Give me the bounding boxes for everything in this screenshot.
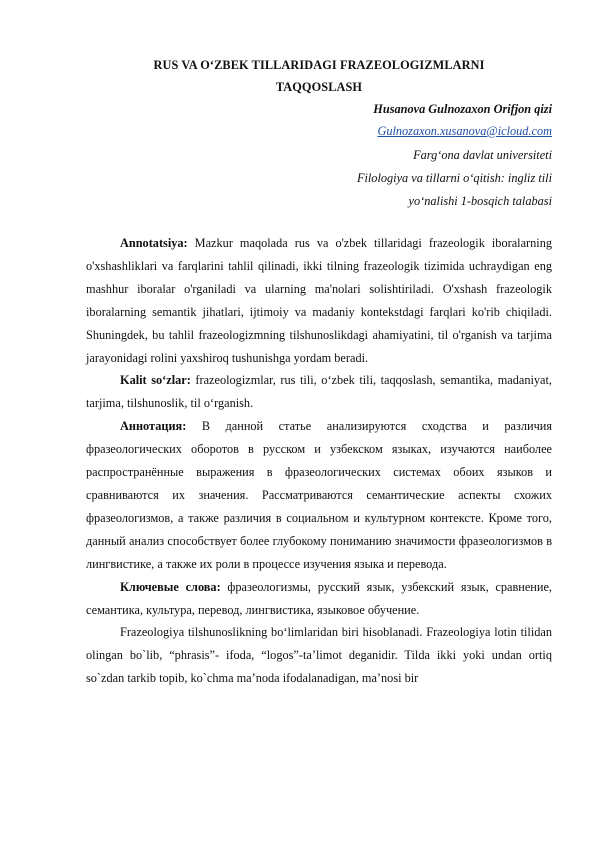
keywords-ru-text: фразеологизмы, русский язык, узбекский язык, сравнение, семантика, культура, перевод, лингвистика, языковое обучение. xyxy=(86,579,552,617)
keywords-text: frazeologizmlar, rus tili, o‘zbek tili, taqqoslash, semantika, madaniyat, tarjima, tilshunoslik, til o‘rganish. xyxy=(86,373,552,411)
annotation-ru-text: В данной статье анализируются сходства и различия фразеологических оборотов в русском и узбекском языках, изучаются наиболее распространённые выражения в фразеологических системах обоих языков и сравниваются их значения. Рассматриваются семантические аспекты схожих фразеологизмов, а также различия в социальном и культурном контексте. Кроме того, данный анализ способствует более глубокому пониманию значимости фразеологизмов в лингвистике, а также их роли в процессе изучения языка и перевода. xyxy=(86,419,552,571)
keywords-ru-paragraph xyxy=(86,576,552,622)
keywords-ru-label: Ключевые слова: xyxy=(120,579,221,594)
annotation-ru-paragraph xyxy=(86,415,552,575)
keywords-label: Kalit so‘zlar: xyxy=(120,373,191,388)
author-email-link[interactable]: Gulnozaxon.xusanova@icloud.com xyxy=(377,124,552,138)
annotation-label: Annotatsiya: xyxy=(120,236,188,250)
annotation-text: Mazkur maqolada rus va o'zbek tillaridagi frazeologik iboralarning o'xshashliklari va farqlarini tahlil qilinadi, ikki tilning frazeologik tizimida uchraydigan eng mashhur iboralar o'rganiladi va ularning ma'nolari solishtiriladi. O'xshash frazeologik iboralarning semantik jihatlari, ijtimoiy va madaniy kontekstdagi farqlari ko'rib chiqiladi. Shuningdek, bu tahlil frazeologizmning tilshunoslikdagi ahamiyatini, til o'rganish va tarjima jarayonidagi rolini yaxshiroq tushunishga yordam beradi. xyxy=(86,236,552,365)
paper-body xyxy=(86,232,552,690)
author-department-line-2: yo‘nalishi 1-bosqich talabasi xyxy=(408,194,552,208)
intro-paragraph: Frazeologiya tilshunoslikning bo‘limlaridan biri hisoblanadi. Frazeologiya lotin tilidan olingan bo`lib, “phrasis”- ifoda, “logos”-ta’limot deganidir. Tilda ikki yoki undan ortiq so`zdan tarkib topib, ko`chma ma’noda ifodalanadigan, ma’nosi bir xyxy=(86,625,552,686)
annotation-paragraph xyxy=(86,232,552,369)
author-department-line-1: Filologiya va tillarni o‘qitish: ingliz tili xyxy=(356,171,552,185)
paper-title-line-1: RUS VA O‘ZBEK TILLARIDAGI FRAZEOLOGIZMLARNI xyxy=(153,58,485,72)
keywords-paragraph xyxy=(86,369,552,415)
annotation-ru-label: Аннотация: xyxy=(120,419,187,434)
paper-title-line-2: TAQQOSLASH xyxy=(275,80,363,94)
author-name: Husanova Gulnozaxon Orifjon qizi xyxy=(373,102,552,116)
author-university: Farg‘ona davlat universiteti xyxy=(413,148,552,162)
